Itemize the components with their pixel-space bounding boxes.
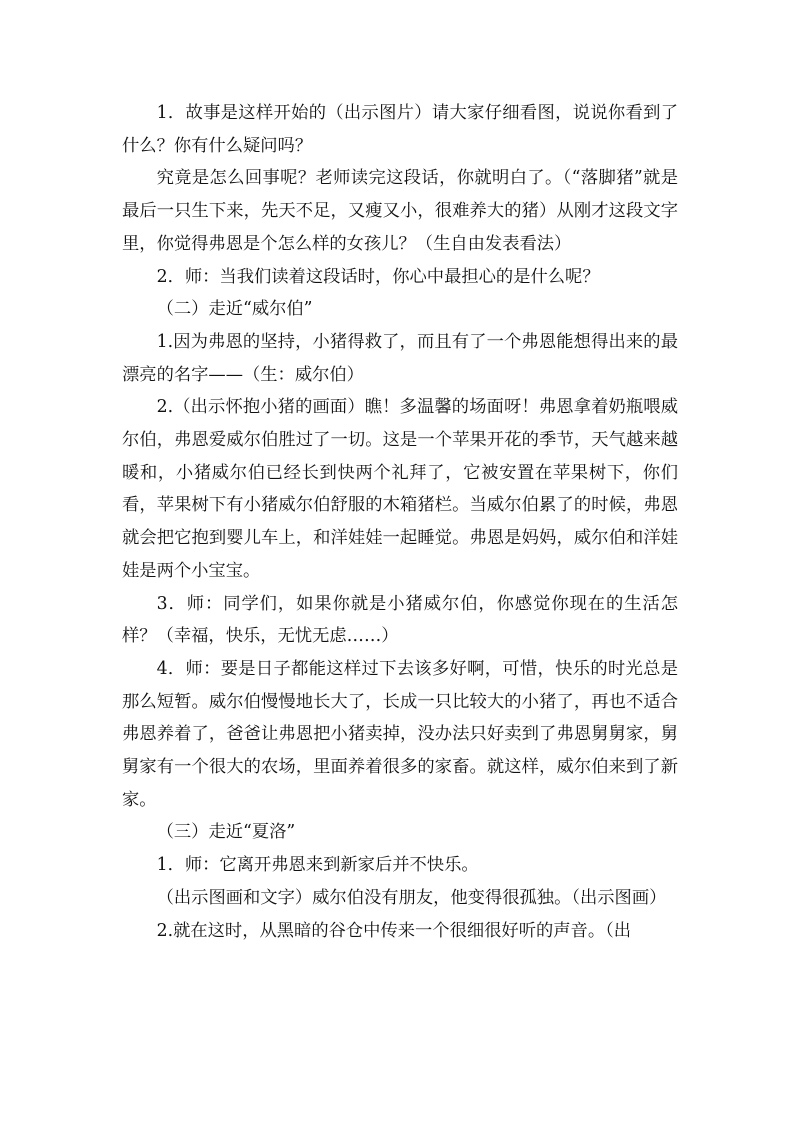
paragraph-not-happy: 1．师：它离开弗恩来到新家后并不快乐。 [156,855,479,876]
section-heading-charlotte: （三）走近“夏洛” [156,822,296,843]
document-body [122,97,678,947]
paragraph-explanation: 究竟是怎么回事呢？老师读完这段话，你就明白了。（“落脚猪”就是最后一只生下来，先天不足，又瘦又小，很难养大的猪）从刚才这段文字里，你觉得弗恩是个怎么样的女孩儿？（生自由发表看法） [122,168,678,254]
paragraph-story-start: 1．故事是这样开始的（出示图片）请大家仔细看图，说说你看到了什么？你有什么疑问吗？ [122,103,678,156]
paragraph-wilbur-name: 1.因为弗恩的坚持，小猪得救了，而且有了一个弗恩能想得出来的最漂亮的名字——（生：威尔伯） [122,331,678,385]
paragraph-lonely: （出示图画和文字）威尔伯没有朋友，他变得很孤独。（出示图画） [156,887,667,908]
paragraph-voice: 2.就在这时，从黑暗的谷仓中传来一个很细很好听的声音。（出 [156,920,632,941]
paragraph-worry-question: 2．师：当我们读着这段话时，你心中最担心的是什么呢？ [156,266,600,287]
section-heading-wilbur: （二）走近“威尔伯” [156,299,313,320]
paragraph-wilbur-feeling: 3．师：同学们，如果你就是小猪威尔伯，你感觉你现在的生活怎样？（幸福，快乐，无忧无虑……） [122,593,678,647]
paragraph-wilbur-grows: 4．师：要是日子都能这样过下去该多好啊，可惜，快乐的时光总是那么短暂。威尔伯慢慢地长大了，长成一只比较大的小猪了，再也不适合弗恩养着了，爸爸让弗恩把小猪卖掉，没办法只好卖到了弗恩舅舅家，舅舅家有一个很大的农场，里面养着很多的家畜。就这样，威尔伯来到了新家。 [122,658,678,810]
paragraph-wilbur-care: 2.（出示怀抱小猪的画面）瞧！多温馨的场面呀！弗恩拿着奶瓶喂威尔伯，弗恩爱威尔伯胜过了一切。这是一个苹果开花的季节，天气越来越暖和，小猪威尔伯已经长到快两个礼拜了，它被安置在苹果树下，你们看，苹果树下有小猪威尔伯舒服的木箱猪栏。当威尔伯累了的时候，弗恩就会把它抱到婴儿车上，和洋娃娃一起睡觉。弗恩是妈妈，威尔伯和洋娃娃是两个小宝宝。 [122,397,678,581]
